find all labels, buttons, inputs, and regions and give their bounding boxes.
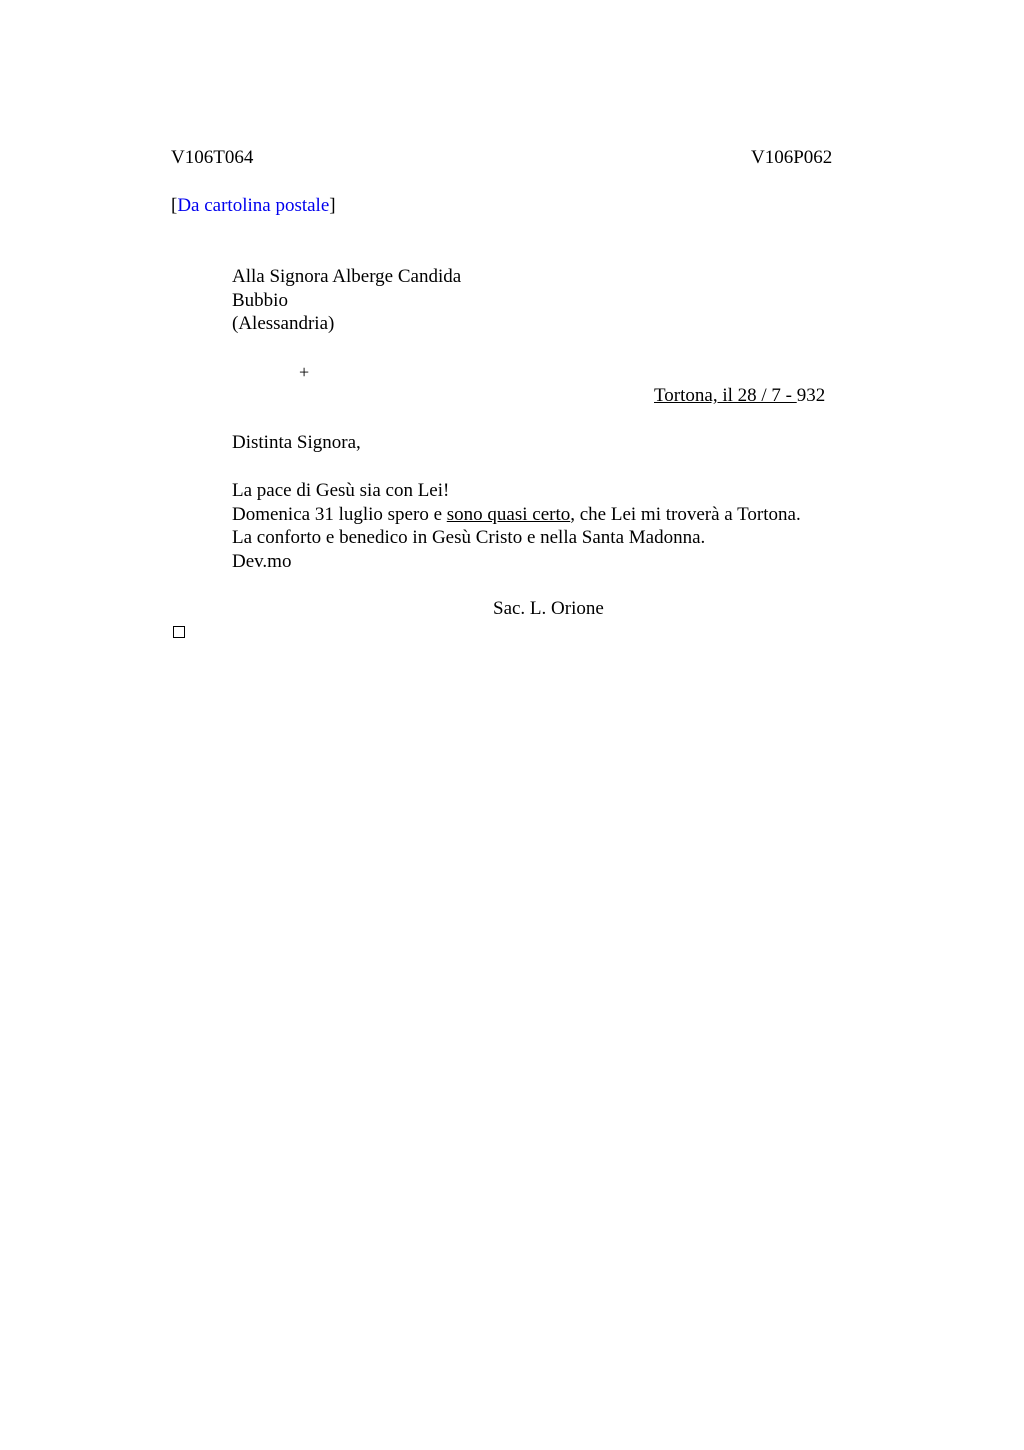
signature: Sac. L. Orione [493, 598, 604, 619]
address-line: (Alessandria) [232, 313, 335, 334]
body-line: La conforto e benedico in Gesù Cristo e nella Santa Madonna. [232, 527, 706, 549]
document-code-right: V106P062 [751, 147, 833, 168]
body-underlined-text: sono quasi certo [446, 503, 571, 525]
source-note [171, 194, 336, 218]
document-code-left: V106T064 [171, 147, 254, 168]
date-line [654, 384, 825, 408]
body-text: , che Lei mi troverà a Tortona. [570, 503, 801, 525]
body-line [232, 503, 801, 527]
letter-body [232, 479, 801, 574]
date-year: 932 [796, 385, 826, 406]
source-close-bracket: ] [329, 195, 336, 216]
empty-square-icon [173, 626, 185, 638]
address-line: Bubbio [232, 289, 288, 311]
body-line: La pace di Gesù sia con Lei! [232, 480, 450, 501]
source-open-bracket: [ [171, 195, 178, 216]
salutation: Distinta Signora, [232, 432, 361, 453]
address-line: Alla Signora Alberge Candida [232, 266, 462, 287]
source-text: Da cartolina postale [177, 195, 330, 216]
date-underlined: Tortona, il 28 / 7 - [654, 385, 797, 406]
body-line: Dev.mo [232, 551, 292, 573]
address-block [232, 265, 461, 336]
cross-symbol: + [299, 362, 310, 382]
body-text: Domenica 31 luglio spero e [232, 503, 447, 525]
